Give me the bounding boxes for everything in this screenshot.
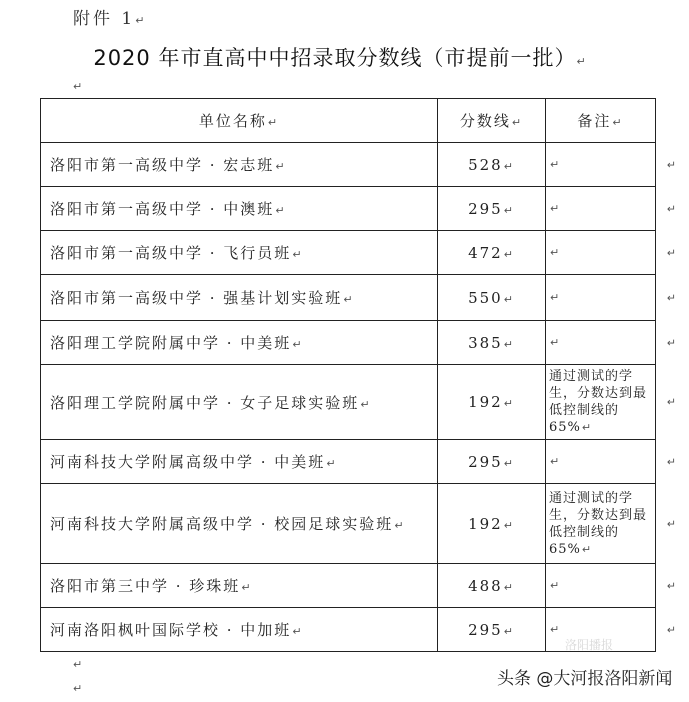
note-cell: ↵ ↵: [546, 143, 656, 187]
note-cell: ↵ ↵: [546, 275, 656, 321]
document-title: 2020 年市直高中中招录取分数线（市提前一批）↵: [93, 46, 587, 70]
unit-name-cell: 洛阳理工学院附属中学 · 中美班↵: [41, 321, 438, 365]
score-cell: 192↵: [438, 484, 546, 564]
score-cell: 488↵: [438, 564, 546, 608]
score-cell: 528↵: [438, 143, 546, 187]
unit-name-cell: 洛阳市第一高级中学 · 中澳班↵: [41, 187, 438, 231]
note-cell: 通过测试的学生，分数达到最低控制线的 65%↵ ↵: [546, 484, 656, 564]
note-cell: ↵ ↵: [546, 608, 656, 652]
score-cell: 385↵: [438, 321, 546, 365]
paragraph-mark: ↵: [73, 80, 83, 93]
header-score: 分数线↵: [438, 99, 546, 143]
table-row: [41, 321, 656, 365]
unit-name-cell: 洛阳市第一高级中学 · 强基计划实验班↵: [41, 275, 438, 321]
table-row: [41, 365, 656, 440]
score-cell: 192↵: [438, 365, 546, 440]
table-header-row: [41, 99, 656, 143]
paragraph-mark: ↵: [73, 658, 83, 671]
table-row: [41, 484, 656, 564]
table-row: [41, 187, 656, 231]
unit-name-cell: 河南洛阳枫叶国际学校 · 中加班↵: [41, 608, 438, 652]
note-cell: ↵ ↵: [546, 564, 656, 608]
source-watermark: 头条 @大河报洛阳新闻: [497, 669, 673, 689]
unit-name-cell: 洛阳市第三中学 · 珍珠班↵: [41, 564, 438, 608]
table-row: [41, 564, 656, 608]
unit-name-cell: 洛阳市第一高级中学 · 飞行员班↵: [41, 231, 438, 275]
table-row: [41, 608, 656, 652]
score-table: [40, 98, 677, 652]
attachment-label: 附件 1↵: [73, 9, 148, 29]
header-note: 备注↵: [546, 99, 656, 143]
note-cell: ↵ ↵: [546, 440, 656, 484]
table-row: [41, 143, 656, 187]
table-row: [41, 231, 656, 275]
score-cell: 550↵: [438, 275, 546, 321]
table-row: [41, 440, 656, 484]
unit-name-cell: 河南科技大学附属高级中学 · 中美班↵: [41, 440, 438, 484]
unit-name-cell: 河南科技大学附属高级中学 · 校园足球实验班↵: [41, 484, 438, 564]
watermark-logo: 洛阳播报: [565, 638, 614, 652]
score-cell: 295↵: [438, 440, 546, 484]
score-cell: 295↵: [438, 187, 546, 231]
score-cell: 295↵: [438, 608, 546, 652]
table-row: [41, 275, 656, 321]
note-cell: ↵ ↵: [546, 321, 656, 365]
note-cell: ↵ ↵: [546, 187, 656, 231]
note-cell: ↵ ↵: [546, 231, 656, 275]
note-cell: 通过测试的学生，分数达到最低控制线的 65%↵ ↵: [546, 365, 656, 440]
score-cell: 472↵: [438, 231, 546, 275]
unit-name-cell: 洛阳理工学院附属中学 · 女子足球实验班↵: [41, 365, 438, 440]
header-unit-name: 单位名称↵: [41, 99, 438, 143]
unit-name-cell: 洛阳市第一高级中学 · 宏志班↵: [41, 143, 438, 187]
paragraph-mark: ↵: [73, 682, 83, 695]
